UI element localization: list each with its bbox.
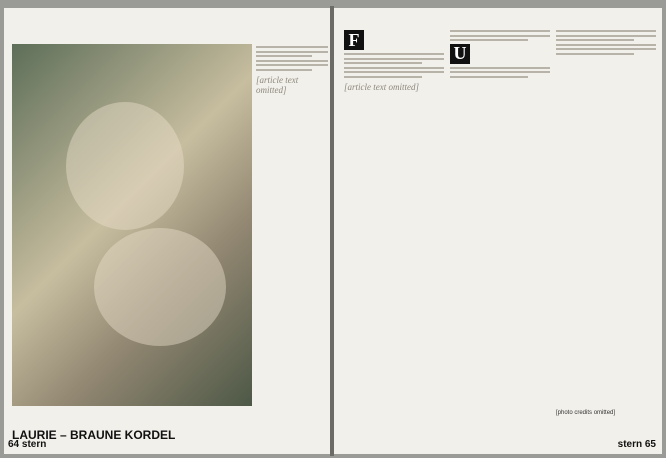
text-line <box>256 64 328 66</box>
photo-highlight <box>66 102 184 230</box>
dropcap-f: F <box>344 30 364 50</box>
right-text-placeholder: [article text omitted] <box>344 81 419 92</box>
text-line <box>556 35 656 37</box>
dropcap-u: U <box>450 44 470 64</box>
text-line <box>344 58 444 60</box>
feature-photo-placeholder <box>12 44 252 406</box>
page-headline: LAURIE – BRAUNE KORDEL <box>12 428 176 442</box>
text-line <box>556 48 656 50</box>
photo-credits: [photo credits omitted] <box>556 410 616 416</box>
left-article-column <box>256 46 328 95</box>
text-line <box>256 69 312 71</box>
text-line <box>450 67 550 69</box>
text-line <box>344 62 422 64</box>
text-line <box>256 55 312 57</box>
text-line <box>556 39 634 41</box>
left-folio: 64 stern <box>8 439 47 450</box>
text-line <box>256 60 328 62</box>
text-line <box>556 53 634 55</box>
right-column-3 <box>556 30 656 58</box>
text-line <box>450 76 528 78</box>
left-page <box>4 8 330 454</box>
text-line <box>556 44 656 46</box>
text-line <box>450 39 528 41</box>
photo-highlight <box>94 228 226 346</box>
right-page <box>334 8 662 454</box>
text-line <box>450 35 550 37</box>
left-text-placeholder: [article text omitted] <box>256 74 299 95</box>
text-line <box>344 53 444 55</box>
text-line <box>256 46 328 48</box>
text-line <box>556 30 656 32</box>
text-line <box>344 67 444 69</box>
right-folio: stern 65 <box>617 439 656 450</box>
text-line <box>450 30 550 32</box>
text-line <box>344 71 444 73</box>
text-line <box>256 51 328 53</box>
right-column-1 <box>344 30 444 92</box>
text-line <box>344 76 422 78</box>
text-line <box>450 71 550 73</box>
right-column-2 <box>450 30 550 81</box>
